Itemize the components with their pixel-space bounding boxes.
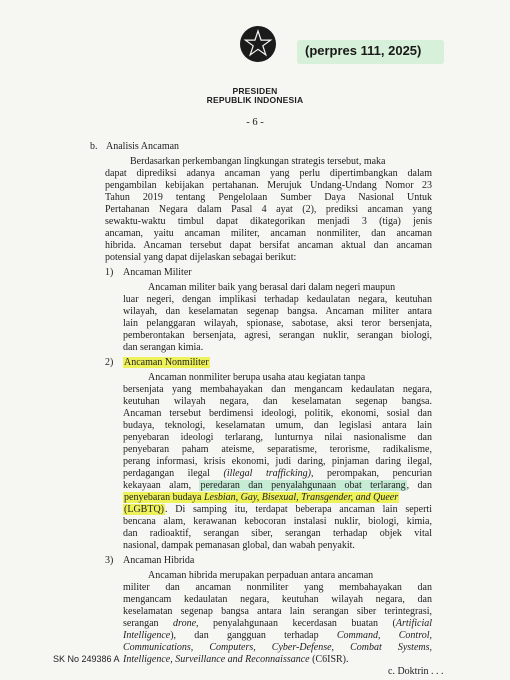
item3-line <box>123 642 432 654</box>
highlight-lgbtq <box>123 492 399 503</box>
item1-line: Ancaman militer baik yang berasal dari dalam negeri maupun <box>148 282 396 293</box>
item2-line: Ancaman nonmiliter berupa usaha atau kegiatan tanpa <box>148 372 366 383</box>
item2-line <box>123 492 432 504</box>
intro-line: Pertahanan Negara dalam Pasal 4 ayat (2), prediksi ancaman yang <box>105 204 432 215</box>
item2-line: penyebaran ideologi terlarang, lunturnya nilai nasionalisme dan <box>123 432 432 443</box>
item-number: 1) <box>105 267 114 278</box>
item3-line: mengancam kedaulatan negara, keutuhan wilayah negara, dan <box>123 594 432 605</box>
text-span: kekayaan alam, <box>123 480 200 491</box>
item3-line: militer dan ancaman nonmiliter yang membahayakan dan <box>123 582 432 593</box>
highlight-drugs: peredaran dan penyalahgunaan obat terlarang <box>200 480 406 491</box>
text-span: , perompakan, pencurian <box>310 468 432 479</box>
letterhead-line2: REPUBLIK INDONESIA <box>206 95 304 105</box>
item-number: 2) <box>105 357 114 368</box>
item-title-wrap <box>123 357 210 369</box>
page-number: - 6 - <box>246 117 264 128</box>
item2-line: Ancaman tersebut berdimensi ideologi, politik, ekonomi, sosial dan <box>123 408 432 419</box>
item2-line: nasional, dampak pemanasan global, dan wabah penyakit. <box>123 540 355 551</box>
item3-line: keselamatan segenap bangsa antara lain serangan siber terintegrasi, <box>123 606 432 617</box>
item2-line: budaya, teknologi, keselamatan umum, dan legislasi antara lain <box>123 420 432 431</box>
item2-line: perang informasi, krisis ekonomi, judi daring, pinjaman daring ilegal, <box>123 456 432 467</box>
item3-line <box>123 654 349 666</box>
item2-line <box>123 480 432 492</box>
italic-span: Lesbian, Gay, Bisexual, Transgender, and Queer <box>203 492 399 503</box>
intro-line: sewaktu-waktu timbul dapat dikategorikan menjadi 3 (tiga) jenis <box>105 216 432 227</box>
item3-line: Ancaman hibrida merupakan perpaduan antara ancaman <box>148 570 374 581</box>
text-span: serangan <box>123 618 174 629</box>
item2-line: bencana alam, kerawanan kebocoran instalasi nuklir, biologi, kimia, <box>123 516 432 527</box>
text-span: . Di samping itu, terdapat beberapa ancaman lain seperti <box>165 504 432 515</box>
item1-line: dan serangan kimia. <box>123 342 204 353</box>
intro-line: dapat diprediksi adanya ancaman yang perlu dipertimbangkan dalam <box>105 168 432 179</box>
text-span: ), dan gangguan terhadap <box>170 630 337 641</box>
item1-line: pemberontakan bersenjata, agresi, serangan nuklir, serangan biologi, <box>123 330 432 341</box>
item-title: Ancaman Militer <box>123 267 192 278</box>
item2-line: keutuhan wilayah negara, dan keselamatan segenap bangsa. <box>123 396 432 407</box>
italic-span: Communications, Computers, Cyber-Defense, Combat Systems, <box>123 642 432 653</box>
italic-span: Command, Control, <box>336 630 432 641</box>
item-number: 3) <box>105 555 114 566</box>
intro-line: Berdasarkan perkembangan lingkungan strategis tersebut, maka <box>130 156 386 167</box>
italic-span: Artificial <box>395 618 432 629</box>
item3-line <box>123 618 432 630</box>
highlight-lgbtq-abbr: (LGBTQ) <box>124 504 164 515</box>
section-title: Analisis Ancaman <box>106 141 180 152</box>
item-title-highlighted: Ancaman Nonmiliter <box>124 357 209 368</box>
text-span: penyebaran budaya <box>124 492 204 503</box>
italic-span: (illegal trafficking) <box>223 468 311 479</box>
intro-line: ancaman, yaitu ancaman militer, ancaman nonmiliter, dan ancaman <box>105 228 432 239</box>
item2-line: penyebaran paham ateisme, separatisme, terorisme, radikalisme, <box>123 444 432 455</box>
item2-line: bersenjata yang membahayakan dan mengancam kedaulatan negara, <box>123 384 432 395</box>
continuation-text: c. Doktrin . . . <box>388 666 444 677</box>
italic-span: Intelligence <box>123 630 171 641</box>
italic-span: Intelligence, Surveillance and Reconnaissance <box>123 654 310 665</box>
garuda-star-emblem-icon <box>238 24 278 84</box>
intro-line: pengambilan kebijakan pertahanan. Merujuk Undang-Undang Nomor 23 <box>105 180 432 191</box>
item-title: Ancaman Hibrida <box>123 555 195 566</box>
intro-line: hibrida. Ancaman tersebut dapat bersifat ancaman aktual dan ancaman <box>105 240 432 251</box>
footer-code: SK No 249386 A <box>53 654 120 664</box>
item2-line <box>123 468 432 480</box>
item1-line: luar negeri, dengan implikasi terhadap kedaulatan negara, keutuhan <box>123 294 432 305</box>
text-span: , dan <box>406 480 432 491</box>
text-span: perdagangan ilegal <box>123 468 224 479</box>
item2-line <box>123 504 432 516</box>
item2-line: dan radioaktif, serangan siber, serangan terhadap objek vital <box>123 528 432 539</box>
text-span: , penyalahgunaan kecerdasan buatan ( <box>196 618 396 629</box>
text-span: (C6ISR). <box>309 654 349 665</box>
item1-line: wilayah, dan keselamatan segenap bangsa. Ancaman militer antara <box>123 306 432 317</box>
intro-line: Tahun 2019 tentang Pengelolaan Sumber Daya Nasional Untuk <box>105 192 432 203</box>
item3-line <box>123 630 432 642</box>
intro-line: potensial yang dapat dijelaskan sebagai berikut: <box>105 252 297 263</box>
section-label: b. <box>90 141 98 152</box>
item1-line: lain pelanggaran wilayah, spionase, sabotase, aksi teror bersenjata, <box>123 318 432 329</box>
letterhead-line1: PRESIDEN <box>232 86 278 96</box>
annotation-tag: (perpres 111, 2025) <box>305 43 422 58</box>
italic-span: drone <box>173 618 197 629</box>
